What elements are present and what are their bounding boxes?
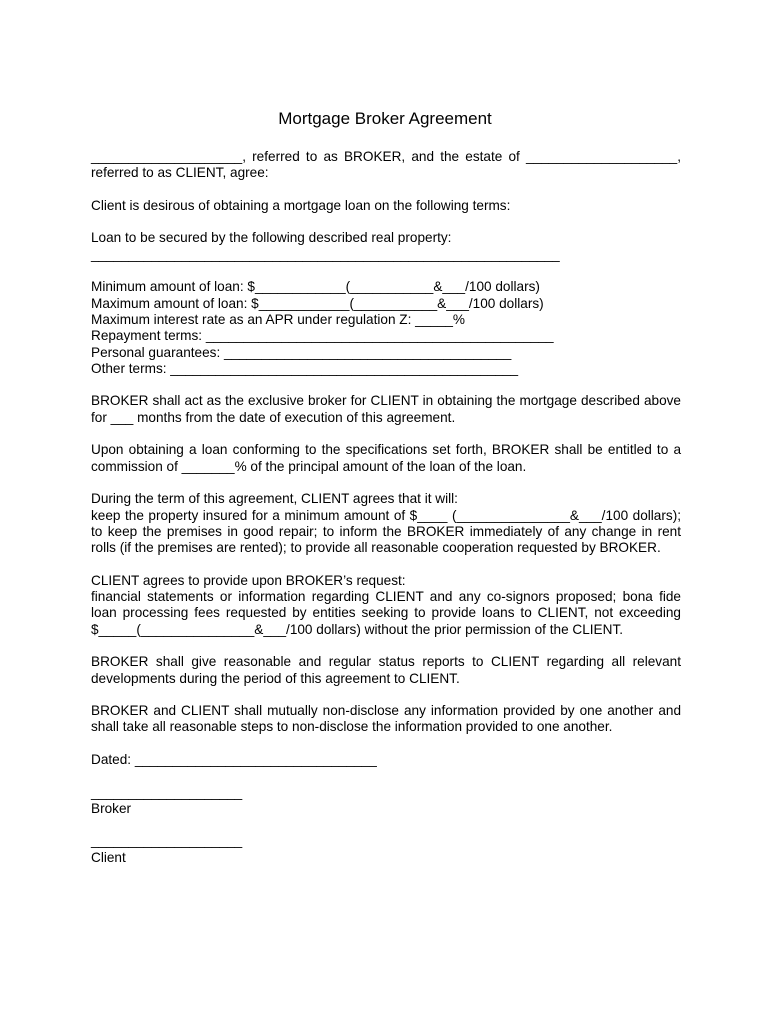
nondisclosure-paragraph — [91, 703, 681, 736]
commission-line-1: Upon obtaining a loan conforming to the specifications set forth, BROKER shall be entitled to a — [91, 442, 681, 458]
loan-security-paragraph — [91, 230, 681, 263]
document-body — [91, 149, 681, 882]
client-provide-line-2: financial statements or information regarding CLIENT and any co-signors proposed; bona fide — [91, 589, 681, 605]
loan-security-label: Loan to be secured by the following described real property: — [91, 230, 452, 246]
intro-paragraph — [91, 149, 681, 182]
client-duties-line-1: During the term of this agreement, CLIENT agrees that it will: — [91, 491, 458, 507]
intro-line-1: ____________________, referred to as BROKER, and the estate of ____________________, — [91, 149, 681, 164]
nondisclosure-line-1: BROKER and CLIENT shall mutually non-disclose any information provided by one another and — [91, 703, 681, 719]
client-signature-line: ____________________ — [91, 833, 243, 849]
terms-list — [91, 279, 681, 377]
loan-security-blank: ______________________________________________________________ — [91, 246, 560, 262]
term-other: Other terms: ______________________________________________ — [91, 360, 519, 376]
client-provide-line-4: $_____(_______________&___/100 dollars) without the prior permission of the CLIENT. — [91, 621, 624, 637]
commission-paragraph — [91, 442, 681, 475]
client-signature-label: Client — [91, 849, 126, 865]
term-minimum-loan: Minimum amount of loan: $____________(___________&___/100 dollars) — [91, 279, 540, 295]
status-reports-line-1: BROKER shall give reasonable and regular status reports to CLIENT regarding all relevant — [91, 654, 681, 670]
dated-line-block — [91, 752, 681, 768]
commission-line-2: commission of _______% of the principal amount of the loan of the loan. — [91, 458, 527, 474]
desire-paragraph — [91, 198, 681, 214]
client-duties-line-3: to keep the premises in good repair; to inform the BROKER immediately of any change in rent — [91, 523, 681, 539]
exclusive-line-1: BROKER shall act as the exclusive broker for CLIENT in obtaining the mortgage described above — [91, 393, 681, 409]
broker-signature-block — [91, 785, 681, 818]
term-max-interest: Maximum interest rate as an APR under regulation Z: _____% — [91, 311, 466, 327]
exclusive-line-2: for ___ months from the date of execution of this agreement. — [91, 409, 456, 425]
client-signature-block — [91, 833, 681, 866]
client-duties-line-2: keep the property insured for a minimum amount of $____ (_______________&___/100 dollars); — [91, 507, 681, 523]
client-provide-paragraph — [91, 573, 681, 638]
client-duties-line-4: rolls (if the premises are rented); to provide all reasonable cooperation requested by BROKER. — [91, 540, 661, 556]
status-reports-paragraph — [91, 654, 681, 687]
status-reports-line-2: developments during the period of this agreement to CLIENT. — [91, 670, 460, 686]
intro-line-2: referred to as CLIENT, agree: — [91, 165, 269, 181]
term-repayment: Repayment terms: ______________________________________________ — [91, 328, 554, 344]
document-title: Mortgage Broker Agreement — [278, 109, 492, 128]
client-provide-line-3: loan processing fees requested by entities seeking to provide loans to CLIENT, not exceeding — [91, 605, 681, 621]
exclusive-broker-paragraph — [91, 393, 681, 426]
client-provide-line-1: CLIENT agrees to provide upon BROKER’s request: — [91, 572, 406, 588]
broker-signature-line: ____________________ — [91, 784, 243, 800]
client-duties-paragraph — [91, 491, 681, 556]
term-guarantees: Personal guarantees: ______________________________________ — [91, 344, 512, 360]
dated-field: Dated: ________________________________ — [91, 751, 377, 767]
desire-line: Client is desirous of obtaining a mortgage loan on the following terms: — [91, 197, 511, 213]
broker-signature-label: Broker — [91, 800, 132, 816]
term-maximum-loan: Maximum amount of loan: $____________(___________&___/100 dollars) — [91, 295, 544, 311]
nondisclosure-line-2: shall take all reasonable steps to non-disclose the information provided to one another. — [91, 719, 613, 735]
